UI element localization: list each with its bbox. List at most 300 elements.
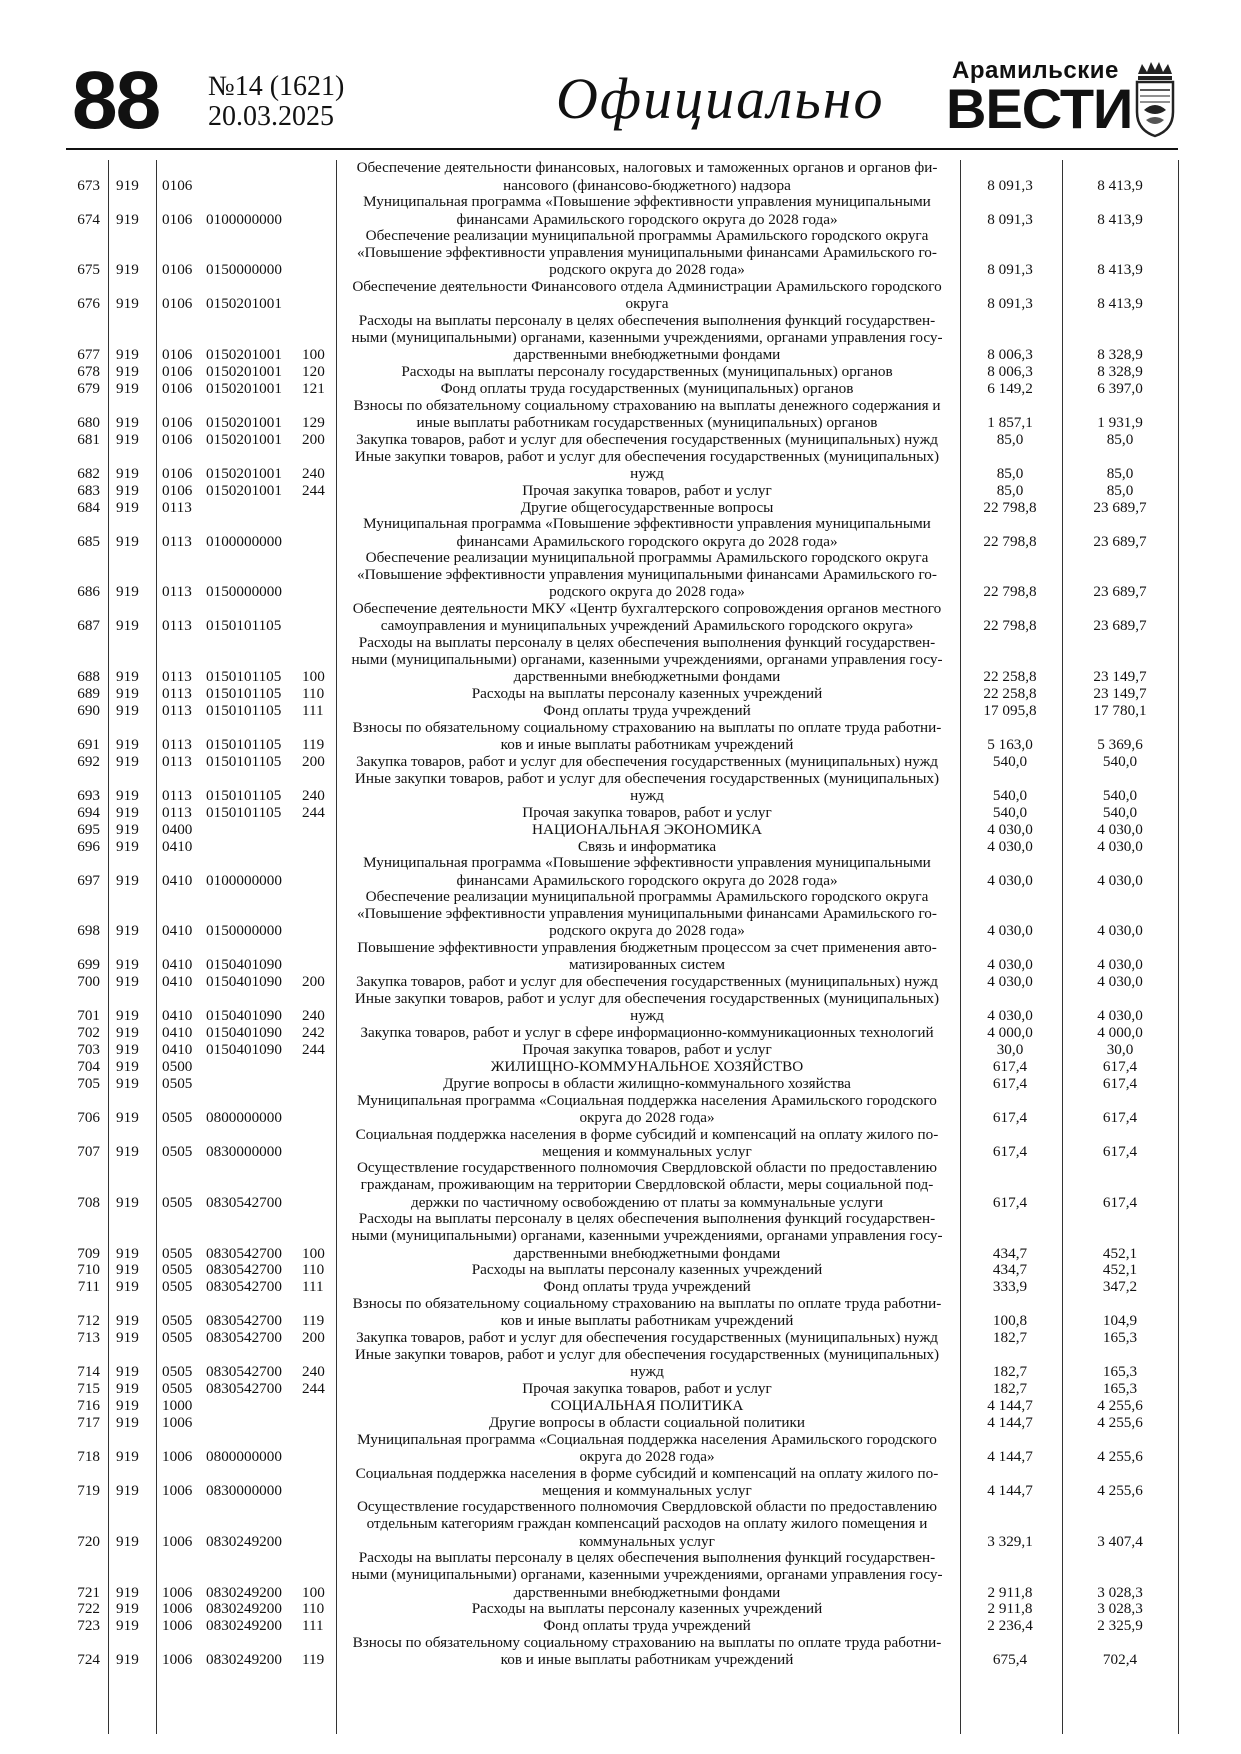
row-number: 697	[77, 871, 100, 889]
cell-section-code: 0106	[162, 413, 193, 431]
cell-amount-2027: 165,3	[1102, 1363, 1138, 1381]
cell-section-code: 0106	[162, 176, 193, 194]
cell-name	[338, 1617, 956, 1634]
cell-name	[338, 1041, 956, 1058]
cell-section-code: 0113	[162, 702, 192, 720]
cell-admin-code: 919	[116, 922, 139, 940]
cell-section-code: 0410	[162, 837, 193, 855]
cell-name-line: СОЦИАЛЬНАЯ ПОЛИТИКА	[550, 1397, 744, 1415]
cell-name-line: округа до 2028 года»	[579, 1447, 715, 1465]
cell-amount-2026: 434,7	[992, 1261, 1028, 1279]
cell-name	[338, 854, 956, 888]
cell-admin-code: 919	[116, 668, 139, 686]
table-row	[66, 1414, 1178, 1431]
cell-expense-type: 110	[302, 685, 325, 703]
row-number: 691	[77, 736, 100, 754]
cell-admin-code: 919	[116, 617, 139, 635]
cell-admin-code: 919	[116, 210, 139, 228]
cell-name	[338, 515, 956, 549]
cell-name-line: нужд	[630, 1007, 664, 1025]
cell-target-code: 0830542700	[206, 1380, 282, 1398]
row-number: 715	[77, 1380, 100, 1398]
cell-expense-type: 111	[302, 702, 324, 720]
table-row	[66, 1160, 1178, 1211]
cell-amount-2027: 8 413,9	[1097, 210, 1143, 228]
cell-name-line: Взносы по обязательному социальному страхованию на выплаты по оплате труда работни-	[352, 718, 942, 736]
cell-target-code: 0830249200	[206, 1651, 282, 1669]
cell-target-code: 0150201001	[206, 430, 282, 448]
cell-name-line: держки по частичному освобождению от платы за коммунальные услуги	[410, 1193, 884, 1211]
cell-target-code: 0150401090	[206, 1041, 282, 1059]
cell-expense-type: 240	[302, 1007, 325, 1025]
cell-admin-code: 919	[116, 1244, 139, 1262]
cell-section-code: 1006	[162, 1414, 193, 1432]
cell-name	[338, 1397, 956, 1414]
cell-section-code: 0106	[162, 295, 193, 313]
cell-section-code: 0505	[162, 1244, 193, 1262]
cell-name-line: Расходы на выплаты персоналу казенных учреждений	[471, 685, 823, 703]
cell-expense-type: 244	[302, 803, 325, 821]
table-row	[66, 363, 1178, 380]
table-row	[66, 635, 1178, 686]
table-row	[66, 482, 1178, 499]
cell-name	[338, 549, 956, 601]
row-number: 722	[77, 1600, 100, 1618]
table-row	[66, 1550, 1178, 1601]
cell-name-line: ными (муниципальными) органами, казенными учреждениями, органами управления госу-	[351, 1227, 943, 1245]
cell-section-code: 0410	[162, 871, 193, 889]
cell-expense-type: 200	[302, 1329, 325, 1347]
cell-amount-2026: 4 030,0	[987, 922, 1033, 940]
cell-name-line: Обеспечение деятельности финансовых, налоговых и таможенных органов и органов фи-	[356, 159, 938, 177]
cell-section-code: 0505	[162, 1261, 193, 1279]
cell-amount-2026: 3 329,1	[987, 1532, 1033, 1550]
cell-name-line: дарственными внебюджетными фондами	[513, 1244, 781, 1262]
cell-name-line: Закупка товаров, работ и услуг в сфере информационно-коммуникационных технологий	[360, 1024, 934, 1042]
cell-section-code: 0106	[162, 363, 193, 381]
cell-name-line: самоуправления и муниципальных учреждений Арамильского городского округа»	[380, 617, 914, 635]
cell-amount-2027: 85,0	[1106, 481, 1134, 499]
cell-amount-2027: 1 931,9	[1097, 413, 1143, 431]
cell-target-code: 0150201001	[206, 481, 282, 499]
cell-name-line: Расходы на выплаты персоналу в целях обеспечения выполнения функций государствен-	[358, 1210, 936, 1228]
table-row	[66, 770, 1178, 804]
table-row	[66, 194, 1178, 228]
cell-section-code: 0500	[162, 1058, 193, 1076]
cell-section-code: 0106	[162, 380, 193, 398]
cell-name-line: Повышение эффективности управления бюджетным процессом за счет применения авто-	[357, 939, 937, 957]
cell-admin-code: 919	[116, 1024, 139, 1042]
cell-name	[338, 821, 956, 838]
cell-name	[338, 1600, 956, 1617]
cell-amount-2026: 617,4	[992, 1075, 1028, 1093]
cell-amount-2026: 540,0	[992, 752, 1028, 770]
cell-amount-2026: 30,0	[996, 1041, 1024, 1059]
cell-admin-code: 919	[116, 380, 139, 398]
cell-name-line: Иные закупки товаров, работ и услуг для обеспечения государственных (муниципальных)	[354, 1345, 940, 1363]
cell-target-code: 0150401090	[206, 1007, 282, 1025]
row-number: 673	[77, 176, 100, 194]
cell-name	[338, 193, 956, 227]
cell-admin-code: 919	[116, 413, 139, 431]
table-row	[66, 753, 1178, 770]
cell-admin-code: 919	[116, 736, 139, 754]
cell-name-line: нужд	[630, 786, 664, 804]
row-number: 723	[77, 1617, 100, 1635]
cell-name-line: родского округа до 2028 года»	[549, 261, 745, 279]
row-number: 717	[77, 1414, 100, 1432]
cell-name-line: финансами Арамильского городского округа до 2028 года»	[456, 532, 838, 550]
cell-expense-type: 240	[302, 1363, 325, 1381]
cell-amount-2027: 85,0	[1106, 430, 1134, 448]
cell-amount-2026: 22 798,8	[983, 532, 1037, 550]
cell-name-line: Муниципальная программа «Повышение эффективности управления муниципальными	[363, 193, 931, 211]
cell-amount-2026: 4 030,0	[987, 1007, 1033, 1025]
cell-name-line: Прочая закупка товаров, работ и услуг	[522, 1380, 772, 1398]
cell-amount-2026: 2 911,8	[987, 1600, 1033, 1618]
cell-amount-2026: 4 000,0	[987, 1024, 1033, 1042]
cell-amount-2026: 617,4	[992, 1108, 1028, 1126]
table-row	[66, 804, 1178, 821]
cell-amount-2026: 540,0	[992, 803, 1028, 821]
row-number: 702	[77, 1024, 100, 1042]
cell-expense-type: 200	[302, 973, 325, 991]
cell-section-code: 0410	[162, 1041, 193, 1059]
cell-amount-2026: 1 857,1	[987, 413, 1033, 431]
row-number: 689	[77, 685, 100, 703]
cell-admin-code: 919	[116, 1142, 139, 1160]
row-number: 687	[77, 617, 100, 635]
cell-admin-code: 919	[116, 430, 139, 448]
table-row	[66, 1601, 1178, 1618]
cell-amount-2027: 4 030,0	[1097, 1007, 1143, 1025]
cell-name-line: Взносы по обязательному социальному страхованию на выплаты денежного содержания и	[353, 396, 941, 414]
cell-name-line: Закупка товаров, работ и услуг для обеспечения государственных (муниципальных) нужд	[356, 752, 938, 770]
cell-amount-2027: 4 030,0	[1097, 956, 1143, 974]
table-row	[66, 1126, 1178, 1160]
header-rule	[66, 148, 1178, 150]
cell-amount-2026: 22 798,8	[983, 498, 1037, 516]
row-number: 704	[77, 1058, 100, 1076]
cell-name-line: Закупка товаров, работ и услуг для обеспечения государственных (муниципальных) нужд	[356, 1329, 938, 1347]
cell-section-code: 0113	[162, 752, 192, 770]
row-number: 706	[77, 1108, 100, 1126]
cell-amount-2027: 4 030,0	[1097, 837, 1143, 855]
cell-amount-2026: 4 144,7	[987, 1414, 1033, 1432]
cell-name	[338, 634, 956, 686]
cell-name	[338, 1210, 956, 1262]
cell-section-code: 0106	[162, 464, 193, 482]
cell-name-line: Осуществление государственного полномочия Свердловской области по предоставлению	[356, 1498, 938, 1516]
cell-admin-code: 919	[116, 1058, 139, 1076]
cell-name	[338, 888, 956, 940]
cell-amount-2026: 333,9	[992, 1278, 1028, 1296]
cell-admin-code: 919	[116, 871, 139, 889]
cell-amount-2026: 617,4	[992, 1142, 1028, 1160]
cell-expense-type: 111	[302, 1278, 324, 1296]
cell-section-code: 0113	[162, 668, 192, 686]
cell-name-line: «Повышение эффективности управления муниципальными финансами Арамильского го-	[357, 244, 937, 262]
row-number: 680	[77, 413, 100, 431]
table-row	[66, 1058, 1178, 1075]
cell-amount-2027: 23 149,7	[1093, 668, 1147, 686]
cell-name-line: мещения и коммунальных услуг	[542, 1481, 752, 1499]
row-number: 709	[77, 1244, 100, 1262]
cell-target-code: 0830000000	[206, 1481, 282, 1499]
cell-name	[338, 719, 956, 753]
cell-amount-2026: 85,0	[996, 464, 1024, 482]
cell-section-code: 0410	[162, 973, 193, 991]
cell-admin-code: 919	[116, 803, 139, 821]
cell-amount-2026: 8 091,3	[987, 295, 1033, 313]
table-row	[66, 397, 1178, 431]
cell-name	[338, 1346, 956, 1380]
table-row	[66, 448, 1178, 482]
row-number: 721	[77, 1583, 100, 1601]
cell-admin-code: 919	[116, 820, 139, 838]
cell-amount-2026: 540,0	[992, 786, 1028, 804]
cell-name-line: Взносы по обязательному социальному страхованию на выплаты по оплате труда работни-	[352, 1634, 942, 1652]
cell-name	[338, 227, 956, 279]
cell-amount-2026: 8 006,3	[987, 363, 1033, 381]
cell-amount-2027: 4 030,0	[1097, 820, 1143, 838]
row-number: 677	[77, 346, 100, 364]
cell-name	[338, 431, 956, 448]
cell-admin-code: 919	[116, 363, 139, 381]
issue-info	[208, 72, 344, 132]
cell-admin-code: 919	[116, 261, 139, 279]
cell-admin-code: 919	[116, 1261, 139, 1279]
cell-name-line: Расходы на выплаты персоналу в целях обеспечения выполнения функций государствен-	[358, 633, 936, 651]
cell-expense-type: 100	[302, 1244, 325, 1262]
logo-main-text: ВЕСТИ	[946, 77, 1133, 140]
cell-admin-code: 919	[116, 1583, 139, 1601]
cell-name	[338, 1549, 956, 1601]
cell-amount-2027: 6 397,0	[1097, 380, 1143, 398]
cell-admin-code: 919	[116, 1380, 139, 1398]
cell-amount-2027: 540,0	[1102, 786, 1138, 804]
row-number: 690	[77, 702, 100, 720]
cell-name-line: Муниципальная программа «Повышение эффективности управления муниципальными	[363, 854, 931, 872]
cell-name-line: Фонд оплаты труда учреждений	[543, 702, 751, 720]
cell-section-code: 0113	[162, 532, 192, 550]
cell-amount-2026: 22 798,8	[983, 583, 1037, 601]
cell-admin-code: 919	[116, 1397, 139, 1415]
cell-admin-code: 919	[116, 685, 139, 703]
cell-admin-code: 919	[116, 498, 139, 516]
cell-name	[338, 753, 956, 770]
row-number: 719	[77, 1481, 100, 1499]
cell-name-line: Фонд оплаты труда учреждений	[543, 1617, 751, 1635]
cell-name-line: Расходы на выплаты персоналу казенных учреждений	[471, 1600, 823, 1618]
cell-amount-2026: 2 236,4	[987, 1617, 1033, 1635]
cell-name-line: финансами Арамильского городского округа до 2028 года»	[456, 210, 838, 228]
cell-name	[338, 770, 956, 804]
table-row	[66, 160, 1178, 194]
row-number: 683	[77, 481, 100, 499]
cell-amount-2026: 4 030,0	[987, 956, 1033, 974]
cell-amount-2027: 540,0	[1102, 752, 1138, 770]
table-row	[66, 1465, 1178, 1499]
cell-name	[338, 1498, 956, 1550]
cell-expense-type: 119	[302, 1651, 325, 1669]
column-divider	[1178, 160, 1179, 1734]
row-number: 698	[77, 922, 100, 940]
cell-name-line: родского округа до 2028 года»	[549, 583, 745, 601]
cell-name-line: Связь и информатика	[577, 837, 717, 855]
cell-expense-type: 119	[302, 736, 325, 754]
cell-name-line: Иные закупки товаров, работ и услуг для обеспечения государственных (муниципальных)	[354, 769, 940, 787]
table-row	[66, 279, 1178, 313]
cell-amount-2027: 702,4	[1102, 1651, 1138, 1669]
cell-section-code: 0410	[162, 922, 193, 940]
cell-amount-2027: 23 689,7	[1093, 532, 1147, 550]
cell-expense-type: 110	[302, 1261, 325, 1279]
cell-section-code: 0113	[162, 498, 192, 516]
table-row	[66, 228, 1178, 279]
cell-amount-2026: 6 149,2	[987, 380, 1033, 398]
cell-amount-2026: 85,0	[996, 430, 1024, 448]
cell-target-code: 0150201001	[206, 346, 282, 364]
cell-admin-code: 919	[116, 1363, 139, 1381]
cell-amount-2026: 2 911,8	[987, 1583, 1033, 1601]
cell-section-code: 0400	[162, 820, 193, 838]
row-number: 713	[77, 1329, 100, 1347]
cell-name-line: ными (муниципальными) органами, казенными учреждениями, органами управления госу-	[351, 328, 943, 346]
cell-name-line: Другие вопросы в области жилищно-коммунального хозяйства	[443, 1075, 851, 1093]
newspaper-logo	[946, 57, 1133, 140]
cell-target-code: 0150000000	[206, 922, 282, 940]
cell-expense-type: 242	[302, 1024, 325, 1042]
cell-name-line: Обеспечение реализации муниципальной программы Арамильского городского округа	[365, 227, 929, 245]
table-row	[66, 940, 1178, 974]
cell-amount-2027: 3 028,3	[1097, 1583, 1143, 1601]
cell-amount-2027: 23 149,7	[1093, 685, 1147, 703]
cell-name-line: округа до 2028 года»	[579, 1108, 715, 1126]
cell-target-code: 0830542700	[206, 1329, 282, 1347]
row-number: 708	[77, 1193, 100, 1211]
cell-name-line: Осуществление государственного полномочия Свердловской области по предоставлению	[356, 1159, 938, 1177]
cell-admin-code: 919	[116, 1447, 139, 1465]
cell-name-line: Обеспечение деятельности Финансового отдела Администрации Арамильского городского	[352, 278, 942, 296]
cell-target-code: 0800000000	[206, 1108, 282, 1126]
cell-amount-2026: 182,7	[992, 1329, 1028, 1347]
cell-name-line: Расходы на выплаты персоналу в целях обеспечения выполнения функций государствен-	[358, 311, 936, 329]
cell-amount-2027: 8 328,9	[1097, 363, 1143, 381]
table-row	[66, 313, 1178, 364]
cell-target-code: 0830249200	[206, 1583, 282, 1601]
cell-name-line: иные выплаты работникам государственных (муниципальных) органов	[416, 413, 878, 431]
cell-target-code: 0830542700	[206, 1244, 282, 1262]
cell-amount-2026: 22 258,8	[983, 668, 1037, 686]
cell-admin-code: 919	[116, 583, 139, 601]
cell-target-code: 0150201001	[206, 363, 282, 381]
cell-section-code: 0106	[162, 210, 193, 228]
row-number: 707	[77, 1142, 100, 1160]
cell-name	[338, 1024, 956, 1041]
cell-target-code: 0830542700	[206, 1278, 282, 1296]
cell-name	[338, 1295, 956, 1329]
cell-amount-2027: 23 689,7	[1093, 617, 1147, 635]
table-row	[66, 1296, 1178, 1330]
cell-amount-2026: 17 095,8	[983, 702, 1037, 720]
cell-admin-code: 919	[116, 956, 139, 974]
cell-amount-2027: 165,3	[1102, 1329, 1138, 1347]
cell-name	[338, 804, 956, 821]
cell-admin-code: 919	[116, 481, 139, 499]
table-row	[66, 1279, 1178, 1296]
cell-section-code: 1000	[162, 1397, 193, 1415]
row-number: 714	[77, 1363, 100, 1381]
cell-name	[338, 278, 956, 312]
cell-section-code: 1006	[162, 1600, 193, 1618]
row-number: 686	[77, 583, 100, 601]
cell-name-line: нужд	[630, 1363, 664, 1381]
cell-name	[338, 1431, 956, 1465]
cell-expense-type: 110	[302, 1600, 325, 1618]
table-row	[66, 499, 1178, 516]
cell-section-code: 0113	[162, 803, 192, 821]
cell-amount-2027: 347,2	[1102, 1278, 1138, 1296]
cell-name-line: Другие общегосударственные вопросы	[520, 498, 774, 516]
row-number: 693	[77, 786, 100, 804]
cell-section-code: 1006	[162, 1532, 193, 1550]
cell-name-line: нужд	[630, 464, 664, 482]
cell-expense-type: 240	[302, 464, 325, 482]
cell-target-code: 0830542700	[206, 1312, 282, 1330]
cell-name-line: матизированных систем	[568, 956, 726, 974]
cell-target-code: 0100000000	[206, 532, 282, 550]
table-row	[66, 1024, 1178, 1041]
cell-expense-type: 129	[302, 413, 325, 431]
cell-amount-2026: 182,7	[992, 1363, 1028, 1381]
row-number: 695	[77, 820, 100, 838]
cell-amount-2027: 3 028,3	[1097, 1600, 1143, 1618]
cell-name	[338, 499, 956, 516]
cell-expense-type: 240	[302, 786, 325, 804]
cell-target-code: 0150201001	[206, 464, 282, 482]
cell-admin-code: 919	[116, 1481, 139, 1499]
table-row	[66, 974, 1178, 991]
cell-name	[338, 380, 956, 397]
cell-name	[338, 685, 956, 702]
cell-name	[338, 363, 956, 380]
cell-amount-2027: 23 689,7	[1093, 498, 1147, 516]
cell-name	[338, 600, 956, 634]
cell-target-code: 0150401090	[206, 973, 282, 991]
table-row	[66, 821, 1178, 838]
cell-name	[338, 1092, 956, 1126]
cell-section-code: 0505	[162, 1193, 193, 1211]
row-number: 692	[77, 752, 100, 770]
row-number: 699	[77, 956, 100, 974]
cell-name-line: «Повышение эффективности управления муниципальными финансами Арамильского го-	[357, 905, 937, 923]
cell-name-line: Муниципальная программа «Социальная поддержка населения Арамильского городского	[357, 1091, 937, 1109]
cell-amount-2026: 8 006,3	[987, 346, 1033, 364]
cell-name-line: Расходы на выплаты персоналу казенных учреждений	[471, 1261, 823, 1279]
cell-name-line: Другие вопросы в области социальной политики	[489, 1414, 805, 1432]
cell-expense-type: 100	[302, 668, 325, 686]
cell-target-code: 0150101105	[206, 668, 282, 686]
cell-amount-2026: 8 091,3	[987, 176, 1033, 194]
row-number: 681	[77, 430, 100, 448]
cell-amount-2026: 100,8	[992, 1312, 1028, 1330]
cell-name-line: мещения и коммунальных услуг	[542, 1142, 752, 1160]
cell-section-code: 1006	[162, 1651, 193, 1669]
cell-name	[338, 1465, 956, 1499]
table-row	[66, 601, 1178, 635]
cell-section-code: 1006	[162, 1481, 193, 1499]
